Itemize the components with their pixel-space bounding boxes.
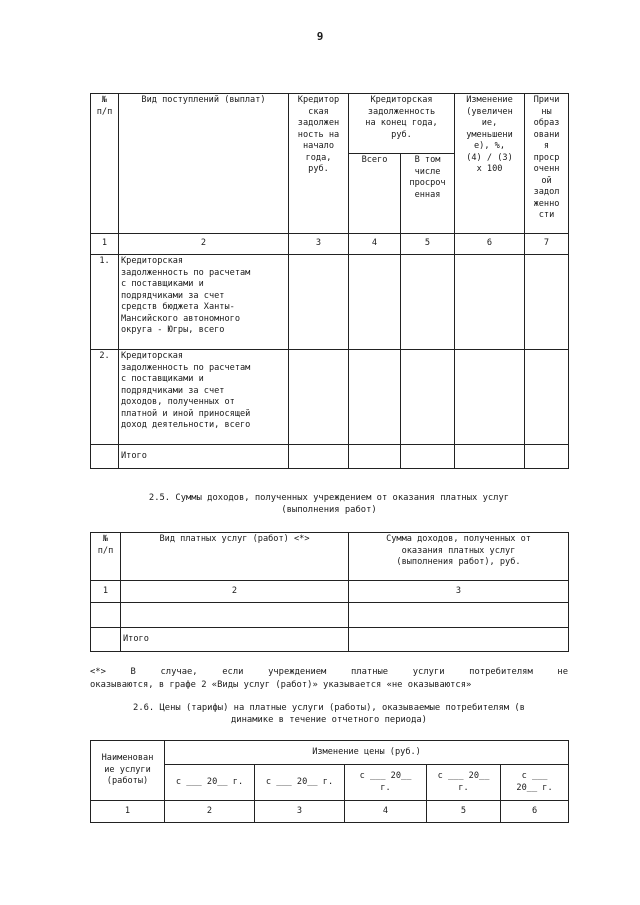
col-number: 1 [91, 234, 119, 255]
col-number: 4 [349, 234, 401, 255]
header-income-amount: Сумма доходов, полученных от оказания платных услуг (выполнения работ), руб. [349, 533, 569, 581]
table-cell [349, 255, 401, 350]
col-number: 3 [349, 581, 569, 603]
footnote-line-1: <*> В случае, если учреждением платные услуги потребителям не [90, 667, 568, 677]
row-number: 2. [91, 350, 119, 445]
header-num: № п/п [91, 533, 121, 581]
page-number: 9 [316, 30, 324, 43]
section-2-5-title: 2.5. Суммы доходов, полученных учреждением от оказания платных услуг (выполнения работ) [148, 493, 510, 515]
col-number: 2 [121, 581, 349, 603]
table-cell [289, 350, 349, 445]
table-cell [349, 603, 569, 628]
row-label: Кредиторская задолженность по расчетам с поставщиками и подрядчиками за счет доходов, полученных от платной и иной приносящей доход деятельности, всего [119, 350, 289, 445]
col-number: 2 [165, 801, 255, 823]
paid-services-income-table [90, 532, 569, 652]
header-service-name: Наименован ие услуги (работы) [91, 741, 165, 801]
date-cell: с ___ 20__ г. [427, 765, 501, 801]
col-number: 6 [501, 801, 569, 823]
total-label: Итого [121, 628, 349, 652]
service-prices-table [90, 740, 569, 823]
table-cell [401, 255, 455, 350]
table-cell [525, 445, 569, 469]
table-cell [401, 350, 455, 445]
row-label: Кредиторская задолженность по расчетам с поставщиками и подрядчиками за счет средств бюджета Ханты- Мансийского автономного округа - Югры, всего [119, 255, 289, 350]
table-cell [91, 445, 119, 469]
footnote-line-2: оказываются, в графе 2 «Виды услуг (работ)» указывается «не оказываются» [90, 680, 472, 690]
table-cell [349, 350, 401, 445]
col-number: 6 [455, 234, 525, 255]
date-cell: с ___ 20__ г. [255, 765, 345, 801]
table-cell [455, 445, 525, 469]
col-number: 4 [345, 801, 427, 823]
header-type: Вид поступлений (выплат) [119, 94, 289, 234]
row-number: 1. [91, 255, 119, 350]
date-cell: с ___ 20__ г. [501, 765, 569, 801]
header-end-debt: Кредиторская задолженность на конец года, руб. [349, 94, 455, 154]
table-cell [525, 255, 569, 350]
table-cell [455, 255, 525, 350]
col-number: 5 [401, 234, 455, 255]
table-cell [455, 350, 525, 445]
table-cell [525, 350, 569, 445]
date-cell: с ___ 20__ г. [345, 765, 427, 801]
payables-table [90, 93, 569, 469]
total-label: Итого [119, 445, 289, 469]
header-change: Изменение (увеличен ие, уменьшени е), %, (4) / (3) х 100 [455, 94, 525, 234]
col-number: 1 [91, 801, 165, 823]
header-end-overdue: В том числе просроч енная [401, 154, 455, 234]
col-number: 7 [525, 234, 569, 255]
header-end-total: Всего [349, 154, 401, 234]
col-number: 1 [91, 581, 121, 603]
header-service-type: Вид платных услуг (работ) <*> [121, 533, 349, 581]
header-reasons: Причи ны образ овани я проср оченн ой задол женно сти [525, 94, 569, 234]
table-cell [91, 628, 121, 652]
col-number: 5 [427, 801, 501, 823]
table-cell [289, 445, 349, 469]
table-cell [91, 603, 121, 628]
table-cell [349, 445, 401, 469]
table-cell [289, 255, 349, 350]
date-cell: с ___ 20__ г. [165, 765, 255, 801]
col-number: 3 [289, 234, 349, 255]
table-cell [121, 603, 349, 628]
header-start-debt: Кредитор ская задолжен ность на начало года, руб. [289, 94, 349, 234]
col-number: 2 [119, 234, 289, 255]
table-cell [401, 445, 455, 469]
header-price-change: Изменение цены (руб.) [165, 741, 569, 765]
section-2-6-title: 2.6. Цены (тарифы) на платные услуги (работы), оказываемые потребителям (в динамике в течение отчетного периода) [133, 703, 525, 725]
col-number: 3 [255, 801, 345, 823]
table-cell [349, 628, 569, 652]
header-num: № п/п [91, 94, 119, 234]
